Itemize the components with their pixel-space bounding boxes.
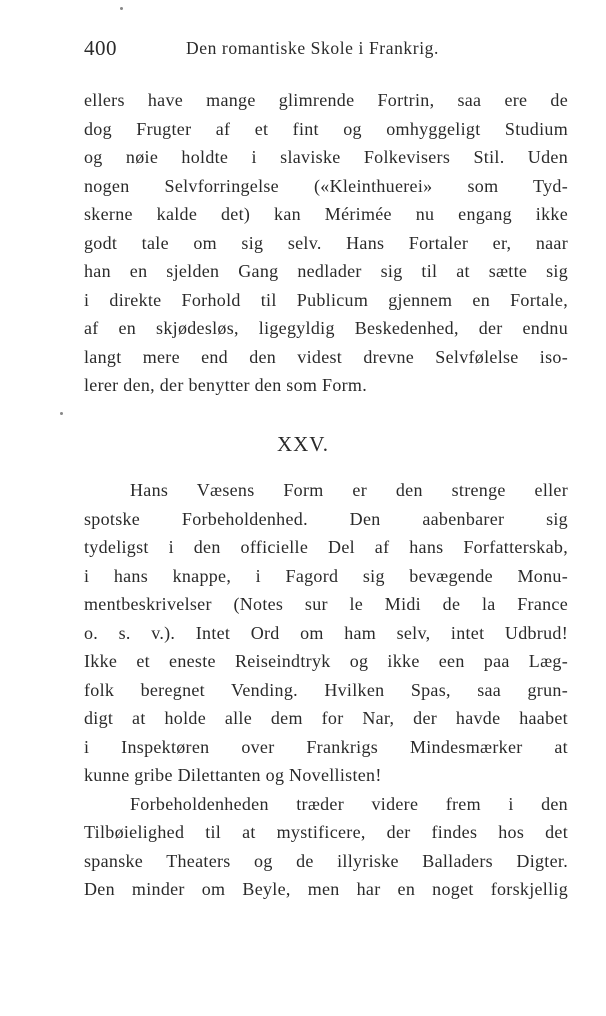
text-line: i direkte Forhold til Publicum gjennem en Fortale, — [84, 289, 568, 310]
text-line: han en sjelden Gang nedlader sig til at sætte sig — [84, 261, 568, 281]
text-line: tydeligst i den officielle Del af hans Forfatterskab, — [84, 537, 568, 557]
text-line: Tilbøielighed til at mystificere, der findes hos det — [84, 822, 568, 842]
text-line: nogen Selvforringelse («Kleinthuerei» som Tyd- — [84, 175, 568, 196]
text-line: kunne gribe Dilettanten og Novellisten! — [84, 765, 382, 785]
text-line: dog Frugter af et fint og omhyggeligt Studium — [84, 118, 568, 139]
paragraph — [84, 86, 568, 400]
page-number: 400 — [84, 36, 117, 60]
text-line: spanske Theaters og de illyriske Balladers Digter. — [84, 850, 568, 871]
text-line: Den minder om Beyle, men har en noget forskjellig — [84, 879, 568, 899]
text-line: i hans knappe, i Fagord sig bevægende Monu- — [84, 565, 568, 586]
running-head — [84, 36, 570, 66]
text-line: Ikke et eneste Reiseindtryk og ikke een paa Læg- — [84, 651, 568, 671]
text-line: skerne kalde det) kan Mérimée nu engang ikke — [84, 204, 568, 224]
text-line: folk beregnet Vending. Hvilken Spas, saa grun- — [84, 679, 568, 700]
text-line: Forbeholdenheden træder videre frem i den — [130, 793, 568, 814]
text-line: digt at holde alle dem for Nar, der havde haabet — [84, 708, 568, 728]
text-line: langt mere end den videst drevne Selvfølelse iso- — [84, 346, 568, 367]
text-line: Hans Væsens Form er den strenge eller — [130, 480, 568, 500]
chapter-heading: XXV. — [276, 432, 330, 456]
text-line: mentbeskrivelser (Notes sur le Midi de la France — [84, 594, 568, 614]
running-title: Den romantiske Skole i Frankrig. — [186, 38, 439, 58]
text-line: ellers have mange glimrende Fortrin, saa ere de — [84, 90, 568, 110]
text-line: i Inspektøren over Frankrigs Mindesmærker at — [84, 736, 568, 757]
print-speck — [60, 412, 63, 415]
text-line: og nøie holdte i slaviske Folkevisers Stil. Uden — [84, 147, 568, 167]
text-line: af en skjødesløs, ligegyldig Beskedenhed, der endnu — [84, 318, 568, 338]
text-line: lerer den, der benytter den som Form. — [84, 375, 368, 395]
text-line: godt tale om sig selv. Hans Fortaler er, naar — [84, 232, 568, 253]
text-line: o. s. v.). Intet Ord om ham selv, intet Udbrud! — [84, 622, 568, 643]
print-speck — [120, 7, 123, 10]
paragraph — [84, 476, 568, 904]
text-line: spotske Forbeholdenhed. Den aabenbarer sig — [84, 508, 568, 529]
